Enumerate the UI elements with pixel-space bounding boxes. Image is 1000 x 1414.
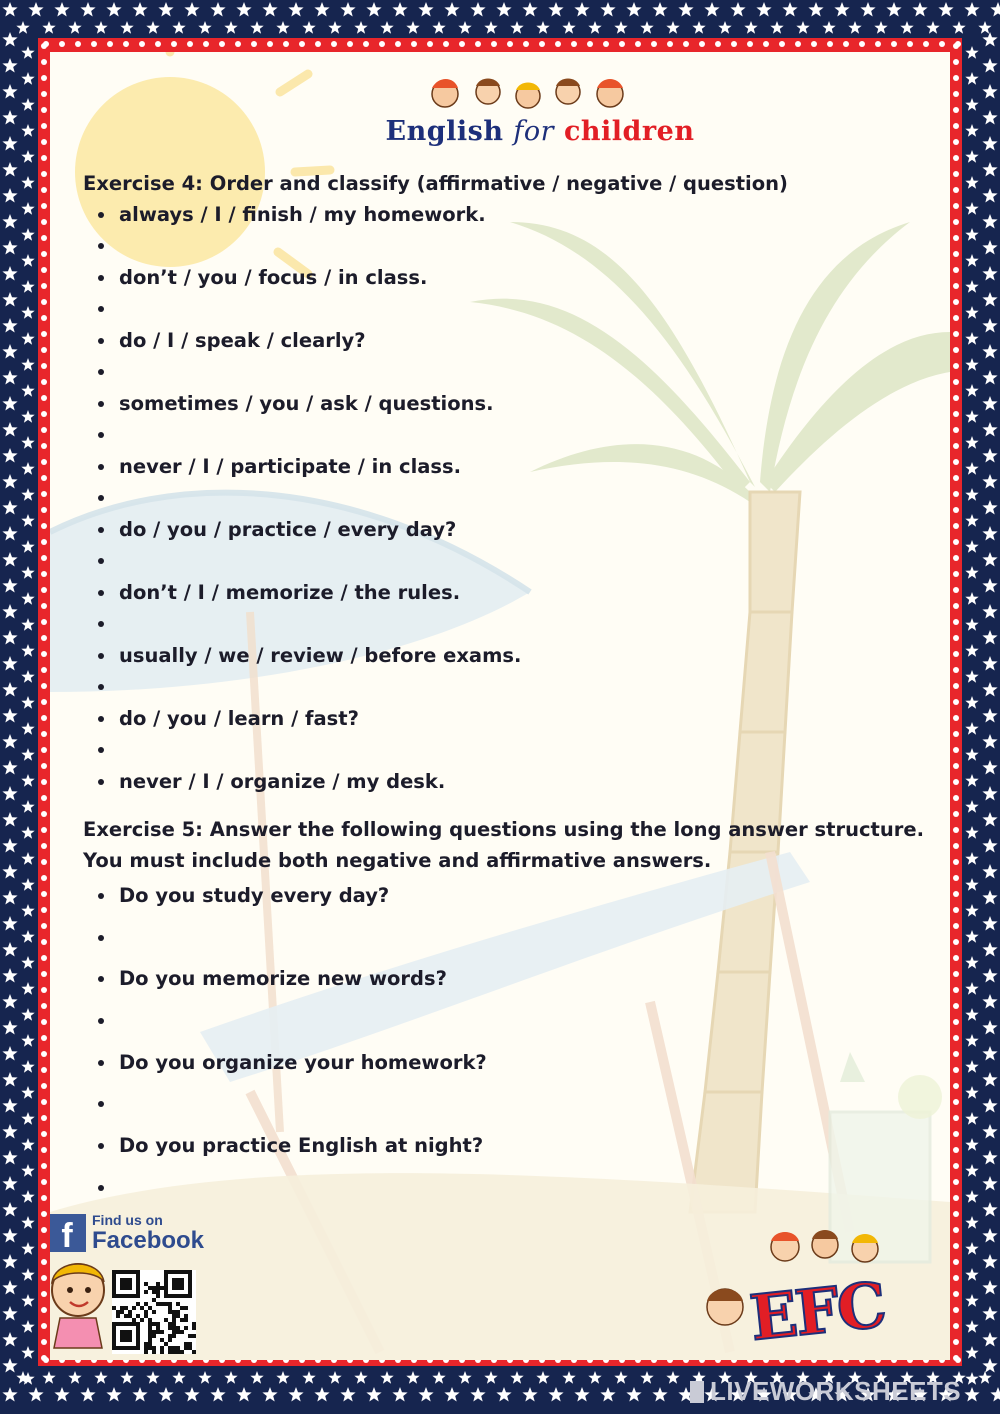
list-item: do / you / learn / fast?: [83, 703, 521, 735]
efc-logo-text: EFC: [746, 1268, 889, 1355]
list-item: [83, 1000, 487, 1042]
facebook-icon: f: [50, 1214, 86, 1252]
list-item: [83, 357, 521, 389]
list-item: [83, 420, 521, 452]
list-item: [83, 483, 521, 515]
list-item: [83, 1083, 487, 1125]
list-item: [83, 917, 487, 959]
list-item: [83, 231, 521, 263]
efc-logo: [695, 1217, 945, 1357]
english-for-children-logo: [360, 70, 720, 165]
list-item: don’t / I / memorize / the rules.: [83, 577, 521, 609]
facebook-name-text: Facebook: [92, 1227, 205, 1254]
list-item: don’t / you / focus / in class.: [83, 262, 521, 294]
list-item: never / I / organize / my desk.: [83, 766, 521, 798]
facebook-find-text: Find us on: [92, 1212, 163, 1228]
exercise-5-title-line-2: You must include both negative and affirmative answers.: [83, 849, 712, 872]
list-item: do / you / practice / every day?: [83, 514, 521, 546]
list-item: Do you organize your homework?: [83, 1042, 487, 1084]
exercise-4-list: [83, 199, 521, 798]
list-item: usually / we / review / before exams.: [83, 640, 521, 672]
worksheet-paper: [50, 52, 950, 1360]
list-item: [83, 546, 521, 578]
qr-code[interactable]: [112, 1270, 196, 1354]
list-item: [83, 294, 521, 326]
list-item: Do you memorize new words?: [83, 958, 487, 1000]
watermark-text: LIVEWORKSHEETS: [710, 1376, 962, 1406]
liveworksheets-watermark: [690, 1376, 961, 1407]
list-item: Do you study every day?: [83, 875, 487, 917]
liveworksheets-icon: [690, 1381, 704, 1403]
list-item: Do you practice English at night?: [83, 1125, 487, 1167]
list-item: always / I / finish / my homework.: [83, 199, 521, 231]
logo-word-for: for: [513, 116, 555, 147]
kids-illustration: [420, 70, 660, 120]
exercise-5-list: [83, 875, 487, 1209]
list-item: never / I / participate / in class.: [83, 451, 521, 483]
list-item: [83, 609, 521, 641]
exercise-5-title-line-1: Exercise 5: Answer the following questions using the long answer structure.: [83, 818, 924, 841]
list-item: sometimes / you / ask / questions.: [83, 388, 521, 420]
list-item: do / I / speak / clearly?: [83, 325, 521, 357]
girl-illustration: [50, 1252, 120, 1360]
list-item: [83, 672, 521, 704]
logo-word-children: children: [563, 116, 695, 147]
exercise-4-title: Exercise 4: Order and classify (affirmative / negative / question): [83, 172, 788, 195]
list-item: [83, 735, 521, 767]
list-item: [83, 1167, 487, 1209]
logo-word-english: English: [385, 116, 504, 147]
